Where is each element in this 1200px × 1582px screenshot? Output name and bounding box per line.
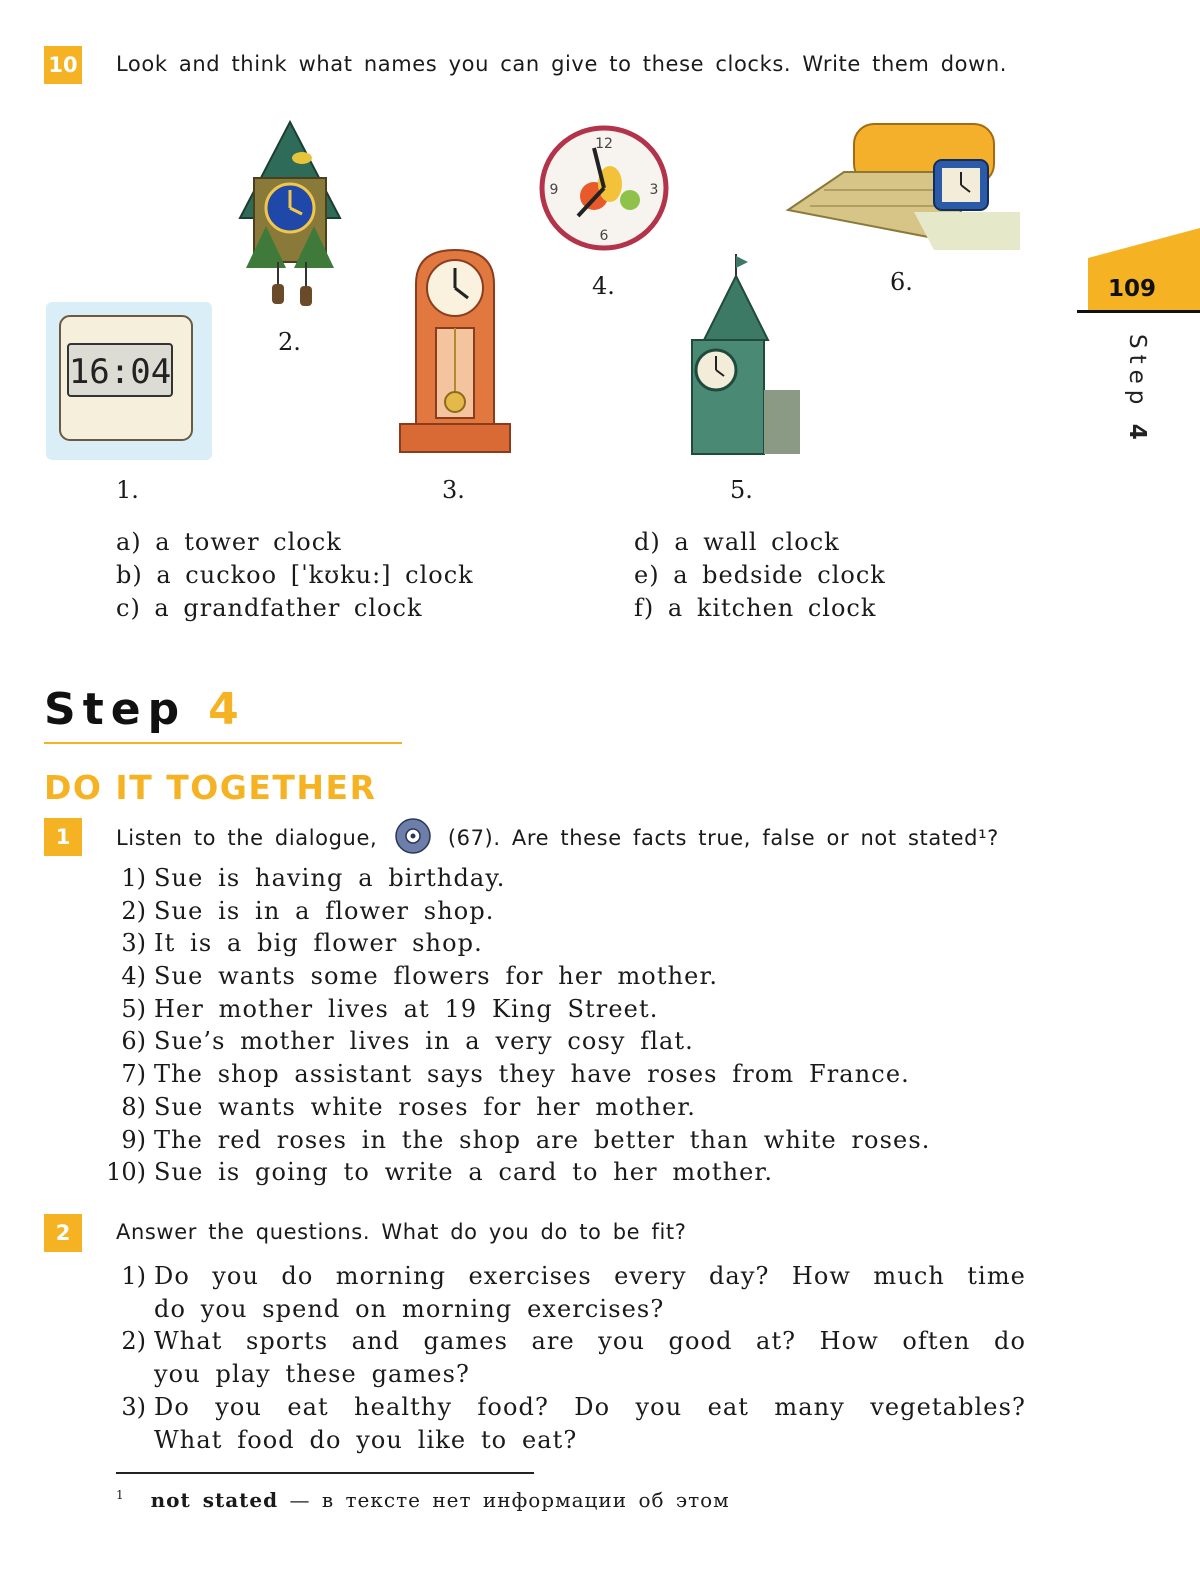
exercise-1-list bbox=[92, 864, 1042, 1191]
clock-label-3: 3. bbox=[442, 476, 465, 504]
clock-label-6: 6. bbox=[890, 268, 913, 296]
item-number: 3) bbox=[121, 1392, 146, 1421]
item-number: 2) bbox=[121, 896, 146, 925]
list-item bbox=[92, 1027, 1042, 1060]
exercise-1-badge: 1 bbox=[44, 818, 82, 856]
item-text: Sue wants some flowers for her mother. bbox=[154, 962, 719, 991]
list-item bbox=[92, 1093, 1042, 1126]
exercise-2-badge: 2 bbox=[44, 1214, 82, 1252]
question-line: Do you eat healthy food? Do you eat many vegetables? bbox=[154, 1392, 1026, 1421]
item-text: Sue is going to write a card to her mother. bbox=[154, 1158, 774, 1187]
list-item bbox=[92, 864, 1042, 897]
bedside-clock-illustration bbox=[784, 120, 1024, 252]
footnote bbox=[116, 1488, 730, 1512]
tower-clock-illustration bbox=[684, 250, 802, 456]
item-text: Sue is in a flower shop. bbox=[154, 896, 495, 925]
page-tab-rule bbox=[1077, 310, 1200, 313]
exercise-2-list bbox=[92, 1260, 1042, 1456]
item-number: 4) bbox=[121, 962, 146, 991]
list-item bbox=[92, 1126, 1042, 1159]
cuckoo-clock-illustration bbox=[236, 118, 344, 310]
list-item bbox=[92, 929, 1042, 962]
digital-clock-illustration bbox=[44, 300, 214, 462]
question-item bbox=[92, 1391, 1042, 1456]
section-title: DO IT TOGETHER bbox=[44, 768, 377, 807]
item-text: Sue wants white roses for her mother. bbox=[154, 1092, 697, 1121]
item-text: The shop assistant says they have roses from France. bbox=[154, 1060, 910, 1089]
list-item bbox=[92, 1158, 1042, 1191]
grandfather-clock-illustration bbox=[394, 244, 516, 458]
option-f: f) a kitchen clock bbox=[634, 594, 877, 622]
item-number: 10) bbox=[106, 1158, 146, 1187]
question-line: What sports and games are you good at? How often do bbox=[154, 1327, 1026, 1356]
option-e: e) a bedside clock bbox=[634, 561, 886, 589]
exercise-1-instruction-start: Listen to the dialogue, bbox=[116, 826, 378, 850]
list-item bbox=[92, 995, 1042, 1028]
digital-clock-display: 16:04 bbox=[68, 352, 172, 392]
clock-label-5: 5. bbox=[730, 476, 753, 504]
step-heading bbox=[44, 684, 246, 735]
clock-label-2: 2. bbox=[278, 328, 301, 356]
item-text: Sue’s mother lives in a very cosy flat. bbox=[154, 1027, 694, 1056]
step-heading-number: 4 bbox=[208, 684, 246, 735]
question-line: What food do you like to eat? bbox=[154, 1425, 578, 1454]
svg-text:6: 6 bbox=[599, 228, 609, 244]
exercise-1-instruction-end: (67). Are these facts true, false or not stated¹? bbox=[447, 826, 999, 850]
exercise-1-instruction bbox=[116, 824, 999, 854]
wall-clock-illustration bbox=[538, 124, 670, 252]
question-item bbox=[92, 1260, 1042, 1325]
question-line: do you spend on morning exercises? bbox=[154, 1294, 665, 1323]
footnote-term: not stated bbox=[150, 1488, 279, 1512]
svg-text:3: 3 bbox=[649, 182, 659, 198]
item-number: 8) bbox=[121, 1092, 146, 1121]
list-item bbox=[92, 897, 1042, 930]
footnote-text: — в тексте нет информации об этом bbox=[289, 1488, 730, 1512]
item-number: 3) bbox=[121, 929, 146, 958]
option-a: a) a tower clock bbox=[116, 528, 342, 556]
side-step-number: 4 bbox=[1124, 423, 1150, 446]
exercise-10-badge: 10 bbox=[44, 46, 82, 84]
list-item bbox=[92, 962, 1042, 995]
list-item bbox=[92, 1060, 1042, 1093]
side-step-word: Step bbox=[1124, 334, 1150, 411]
item-number: 2) bbox=[121, 1327, 146, 1356]
question-line: Do you do morning exercises every day? How much time bbox=[154, 1262, 1026, 1290]
svg-text:12: 12 bbox=[595, 136, 613, 152]
footnote-mark: 1 bbox=[116, 1488, 125, 1502]
step-heading-rule bbox=[44, 742, 402, 744]
page-number: 109 bbox=[1108, 276, 1157, 302]
option-d: d) a wall clock bbox=[634, 528, 840, 556]
item-text: Sue is having a birthday. bbox=[154, 864, 506, 892]
exercise-2-instruction: Answer the questions. What do you do to be fit? bbox=[116, 1220, 687, 1244]
step-heading-word: Step bbox=[44, 684, 187, 735]
item-number: 9) bbox=[121, 1125, 146, 1154]
option-c: c) a grandfather clock bbox=[116, 594, 423, 622]
item-number: 7) bbox=[121, 1060, 146, 1089]
option-b: b) a cuckoo [ˈkʊku:] clock bbox=[116, 561, 474, 589]
footnote-rule bbox=[116, 1472, 534, 1474]
item-text: Her mother lives at 19 King Street. bbox=[154, 994, 659, 1023]
item-number: 6) bbox=[121, 1027, 146, 1056]
audio-cd-icon bbox=[395, 818, 431, 854]
question-line: you play these games? bbox=[154, 1360, 470, 1389]
question-item bbox=[92, 1325, 1042, 1390]
exercise-10-instruction: Look and think what names you can give to these clocks. Write them down. bbox=[116, 52, 1008, 76]
item-number: 5) bbox=[121, 994, 146, 1023]
item-text: The red roses in the shop are better than white roses. bbox=[154, 1125, 931, 1154]
item-number: 1) bbox=[121, 864, 146, 892]
clock-label-4: 4. bbox=[592, 272, 615, 300]
side-step-label bbox=[1124, 334, 1150, 446]
clock-label-1: 1. bbox=[116, 476, 139, 504]
item-text: It is a big flower shop. bbox=[154, 929, 483, 958]
svg-text:9: 9 bbox=[549, 182, 559, 198]
item-number: 1) bbox=[121, 1262, 146, 1290]
